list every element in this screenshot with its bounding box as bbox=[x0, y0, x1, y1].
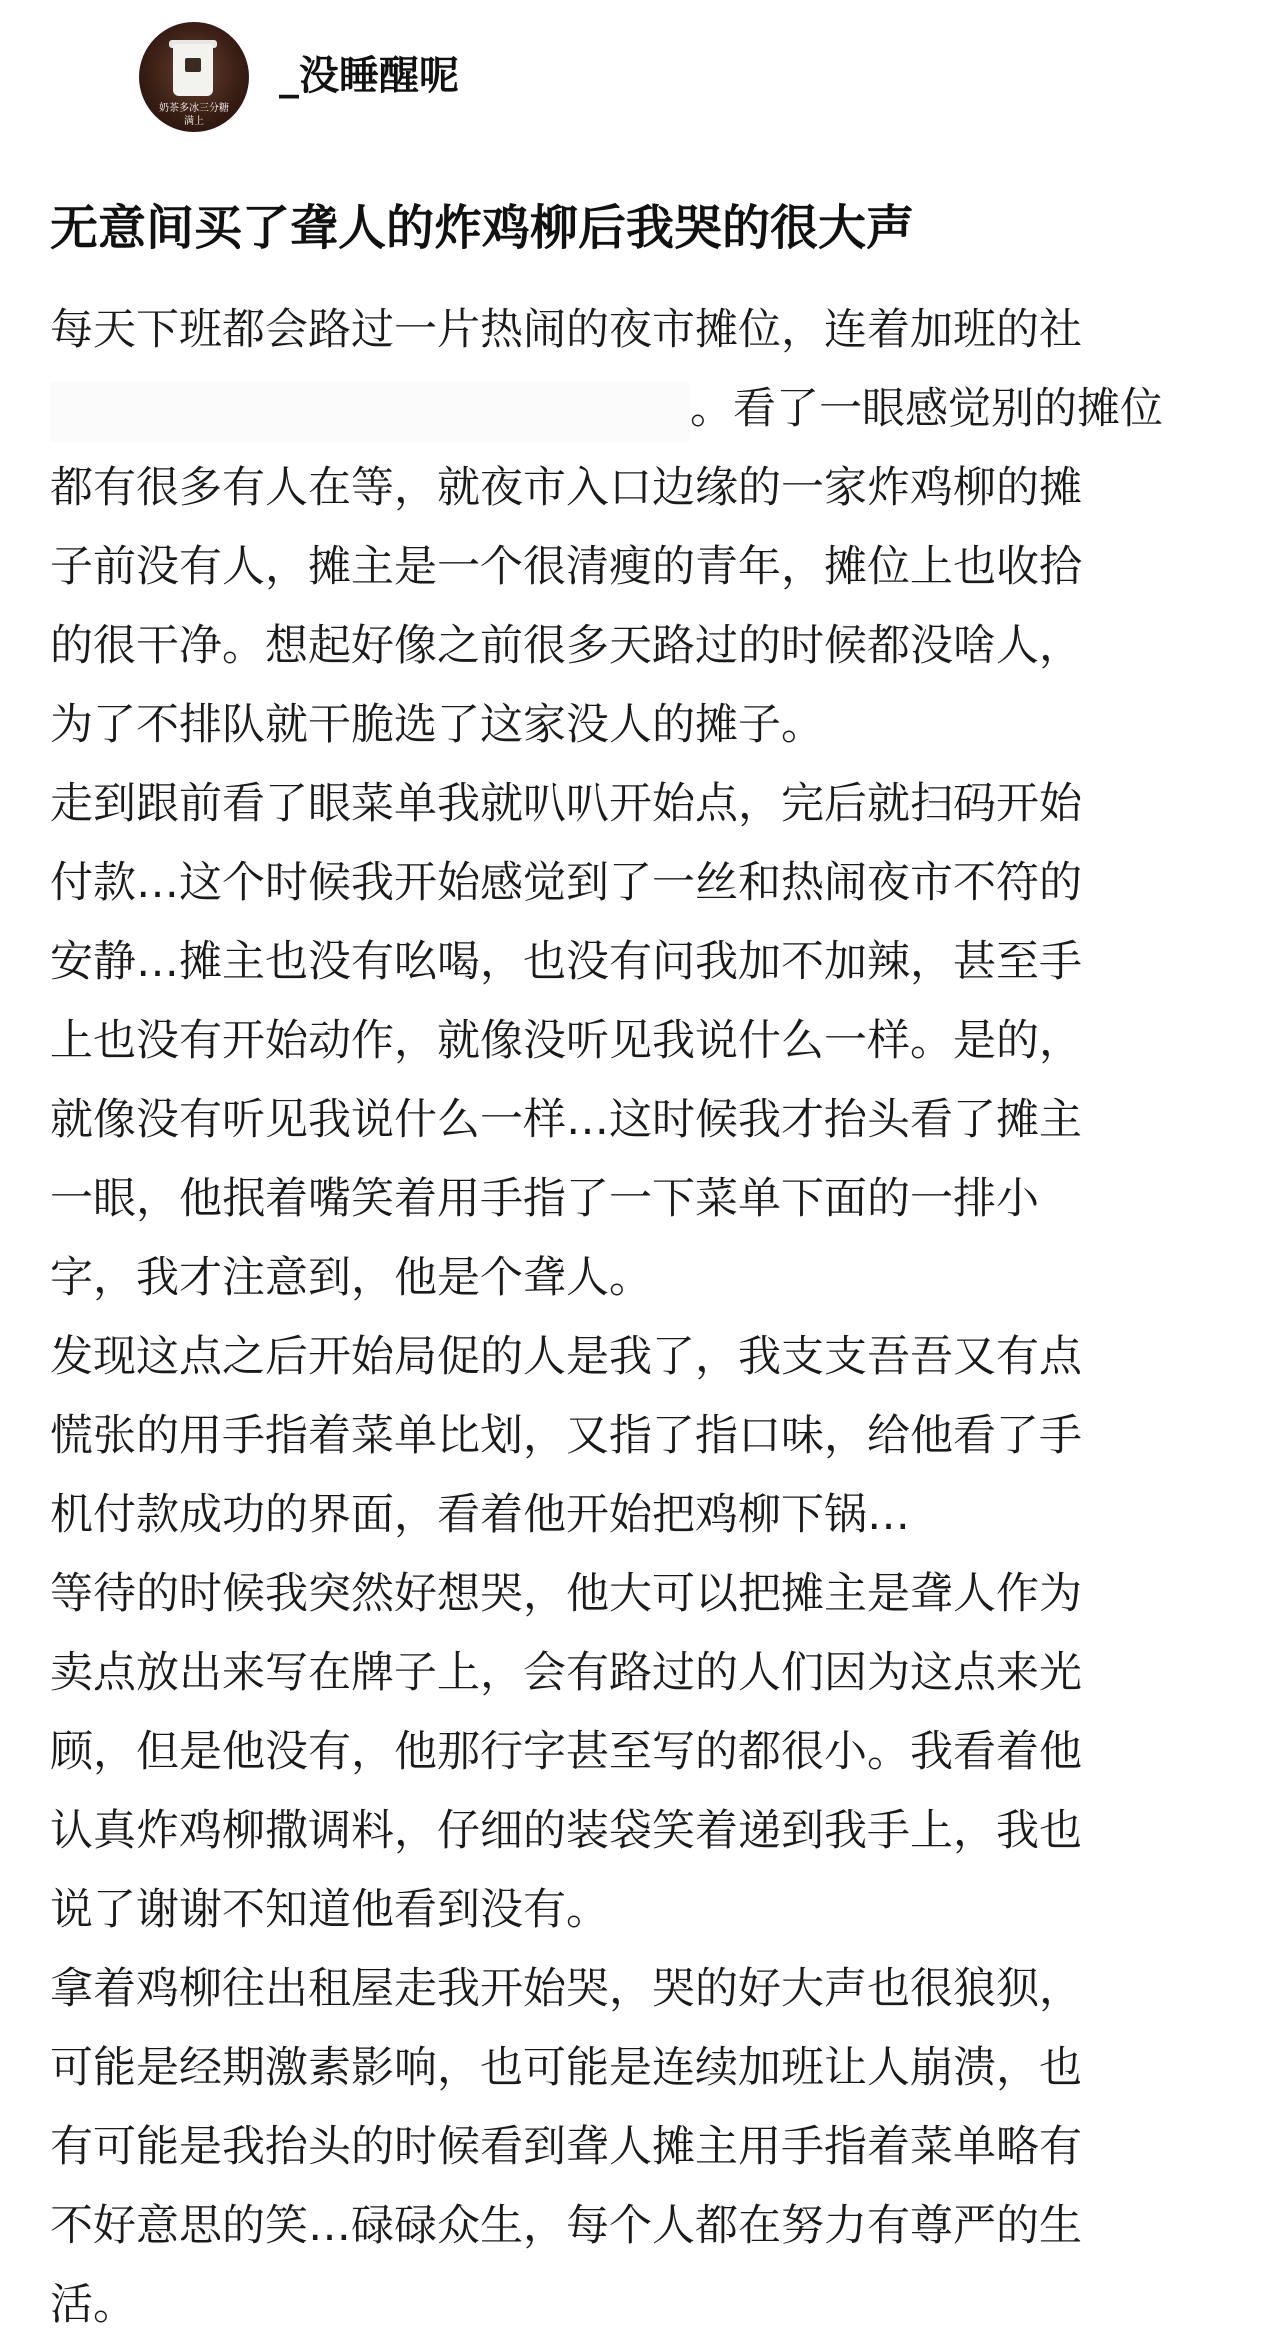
body-line: 字，我才注意到，他是个聋人。 bbox=[50, 1253, 652, 1303]
body-line-redacted bbox=[50, 370, 1250, 449]
avatar-caption-line2: 满上 bbox=[184, 116, 204, 127]
body-line: 付款…这个时候我开始感觉到了一丝和热闹夜市不符的 bbox=[50, 858, 1082, 908]
cup-label-graphic bbox=[185, 58, 201, 72]
body-line-text: 。看了一眼感觉别的摊位 bbox=[690, 384, 1163, 434]
body-line: 上也没有开始动作，就像没听见我说什么一样。是的， bbox=[50, 1016, 1082, 1066]
avatar-caption-line1: 奶茶多冰三分糖 bbox=[159, 103, 229, 114]
body-line: 就像没有听见我说什么一样…这时候我才抬头看了摊主 bbox=[50, 1095, 1082, 1145]
body-line: 的很干净。想起好像之前很多天路过的时候都没啥人， bbox=[50, 621, 1082, 671]
body-line: 走到跟前看了眼菜单我就叭叭开始点，完后就扫码开始 bbox=[50, 779, 1082, 829]
post-title: 无意间买了聋人的炸鸡柳后我哭的很大声 bbox=[50, 200, 915, 256]
avatar[interactable] bbox=[139, 22, 249, 132]
post-header bbox=[0, 0, 1283, 150]
body-line: 机付款成功的界面，看着他开始把鸡柳下锅… bbox=[50, 1490, 910, 1540]
body-line: 说了谢谢不知道他看到没有。 bbox=[50, 1885, 609, 1935]
body-line: 认真炸鸡柳撒调料，仔细的装袋笑着递到我手上，我也 bbox=[50, 1806, 1082, 1856]
body-line: 不好意思的笑…碌碌众生，每个人都在努力有尊严的生 bbox=[50, 2201, 1082, 2251]
body-line: 可能是经期激素影响，也可能是连续加班让人崩溃，也 bbox=[50, 2043, 1082, 2093]
body-line: 卖点放出来写在牌子上，会有路过的人们因为这点来光 bbox=[50, 1648, 1082, 1698]
body-line: 一眼，他抿着嘴笑着用手指了一下菜单下面的一排小 bbox=[50, 1174, 1039, 1224]
body-line: 等待的时候我突然好想哭，他大可以把摊主是聋人作为 bbox=[50, 1569, 1082, 1619]
body-line: 顾，但是他没有，他那行字甚至写的都很小。我看着他 bbox=[50, 1727, 1082, 1777]
body-line: 安静…摊主也没有吆喝，也没有问我加不加辣，甚至手 bbox=[50, 937, 1082, 987]
body-line: 都有很多有人在等，就夜市入口边缘的一家炸鸡柳的摊 bbox=[50, 463, 1082, 513]
body-line: 慌张的用手指着菜单比划，又指了指口味，给他看了手 bbox=[50, 1411, 1082, 1461]
body-line: 拿着鸡柳往出租屋走我开始哭，哭的好大声也很狼狈， bbox=[50, 1964, 1082, 2014]
post-body bbox=[50, 291, 1250, 2345]
body-line: 发现这点之后开始局促的人是我了，我支支吾吾又有点 bbox=[50, 1332, 1082, 1382]
body-line: 有可能是我抬头的时候看到聋人摊主用手指着菜单略有 bbox=[50, 2122, 1082, 2172]
body-line: 活。 bbox=[50, 2280, 136, 2330]
redacted-text-block bbox=[50, 382, 690, 442]
body-line: 子前没有人，摊主是一个很清瘦的青年，摊位上也收拾 bbox=[50, 542, 1082, 592]
username[interactable]: _没睡醒呢 bbox=[279, 53, 459, 99]
body-line: 每天下班都会路过一片热闹的夜市摊位，连着加班的社 bbox=[50, 305, 1082, 355]
body-line: 为了不排队就干脆选了这家没人的摊子。 bbox=[50, 700, 824, 750]
